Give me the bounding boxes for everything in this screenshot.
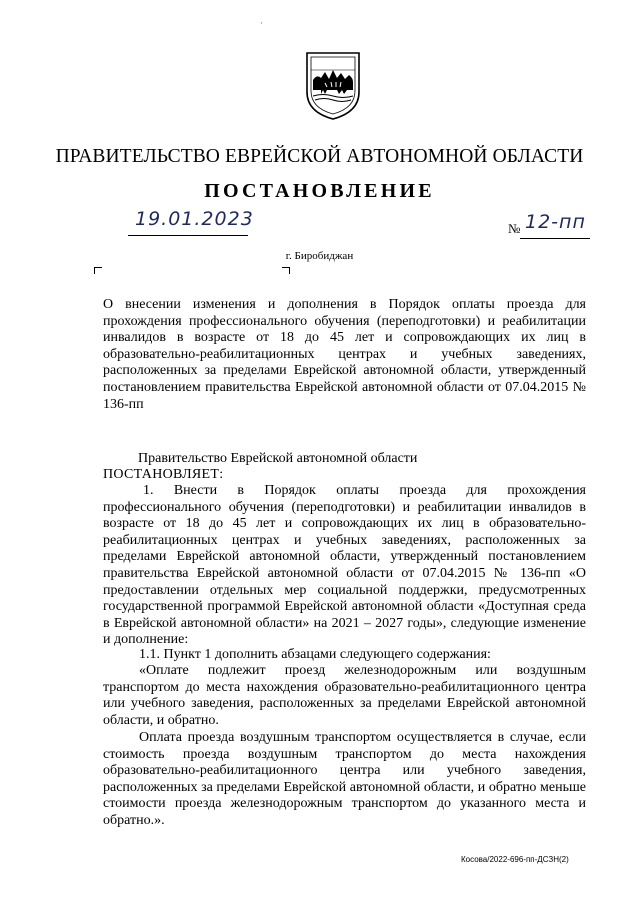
clause-1-1: 1.1. Пункт 1 дополнить абзацами следующего содержания: [139, 647, 491, 662]
coat-of-arms-emblem [303, 50, 363, 122]
added-paragraph-2: Оплата проезда воздушным транспортом осуществляется в случае, если стоимость проезда воздушным транспортом до места нахождения образовательно-реабилитационного центра или учебного заведения, расположенных за пределами Еврейской автономной области, и обратно меньше стоимости проезда железнодорожным транспортом до указанного места и обратно.». [103, 730, 586, 828]
date-underline [128, 235, 248, 236]
handwritten-number: 12-пп [525, 211, 586, 233]
footer-code: Косова/2022-696-пп-ДСЗН(2) [461, 855, 569, 864]
title-bracket-right [282, 267, 290, 274]
city-line: г. Биробиджан [285, 250, 354, 262]
government-heading: ПРАВИТЕЛЬСТВО ЕВРЕЙСКОЙ АВТОНОМНОЙ ОБЛАСТИ [55, 146, 584, 167]
document-title: О внесении изменения и дополнения в Порядок оплаты проезда для прохождения профессионального обучения (переподготовки) и реабилитации инвалидов в возрасте от 18 до 45 лет и сопровождающих их лиц в образовательно-реабилитационных центрах и учебных заведениях, расположенных за пределами Еврейской автономной области, утвержденный постановлением правительства Еврейской автономной области от 07.04.2015 № 136-пп [103, 297, 586, 412]
clause-1: 1. Внести в Порядок оплаты проезда для прохождения профессионального обучения (переподготовки) и реабилитации инвалидов в возрасте от 18 до 45 лет и сопровождающих их лиц в образовательно-реабилитационных центрах и учебных заведениях, расположенных за пределами Еврейской автономной области, утвержденный постановлением правительства Еврейской автономной области от 07.04.2015 № 136-пп «О предоставлении отдельных мер социальной поддержки, предусмотренных государственной программой Еврейской автономной области «Доступная среда в Еврейской автономной области» на 2021 – 2027 годы», следующие изменение и дополнение: [103, 483, 586, 648]
handwritten-date: 19.01.2023 [135, 208, 254, 230]
number-label: № [508, 221, 521, 236]
title-bracket-left [94, 267, 102, 274]
issuing-body: Правительство Еврейской автономной области [138, 451, 418, 466]
scan-dot: · [260, 18, 263, 28]
added-paragraph-1: «Оплате подлежит проезд железнодорожным или воздушным транспортом до места нахождения образовательно-реабилитационного центра или учебного заведения, расположенных за пределами Еврейской автономной области, и обратно. [103, 663, 586, 728]
document-type-heading: ПОСТАНОВЛЕНИЕ [204, 180, 435, 202]
decree-word: ПОСТАНОВЛЯЕТ: [103, 467, 224, 482]
number-underline [520, 238, 590, 239]
emblem-shield-icon [303, 50, 363, 122]
